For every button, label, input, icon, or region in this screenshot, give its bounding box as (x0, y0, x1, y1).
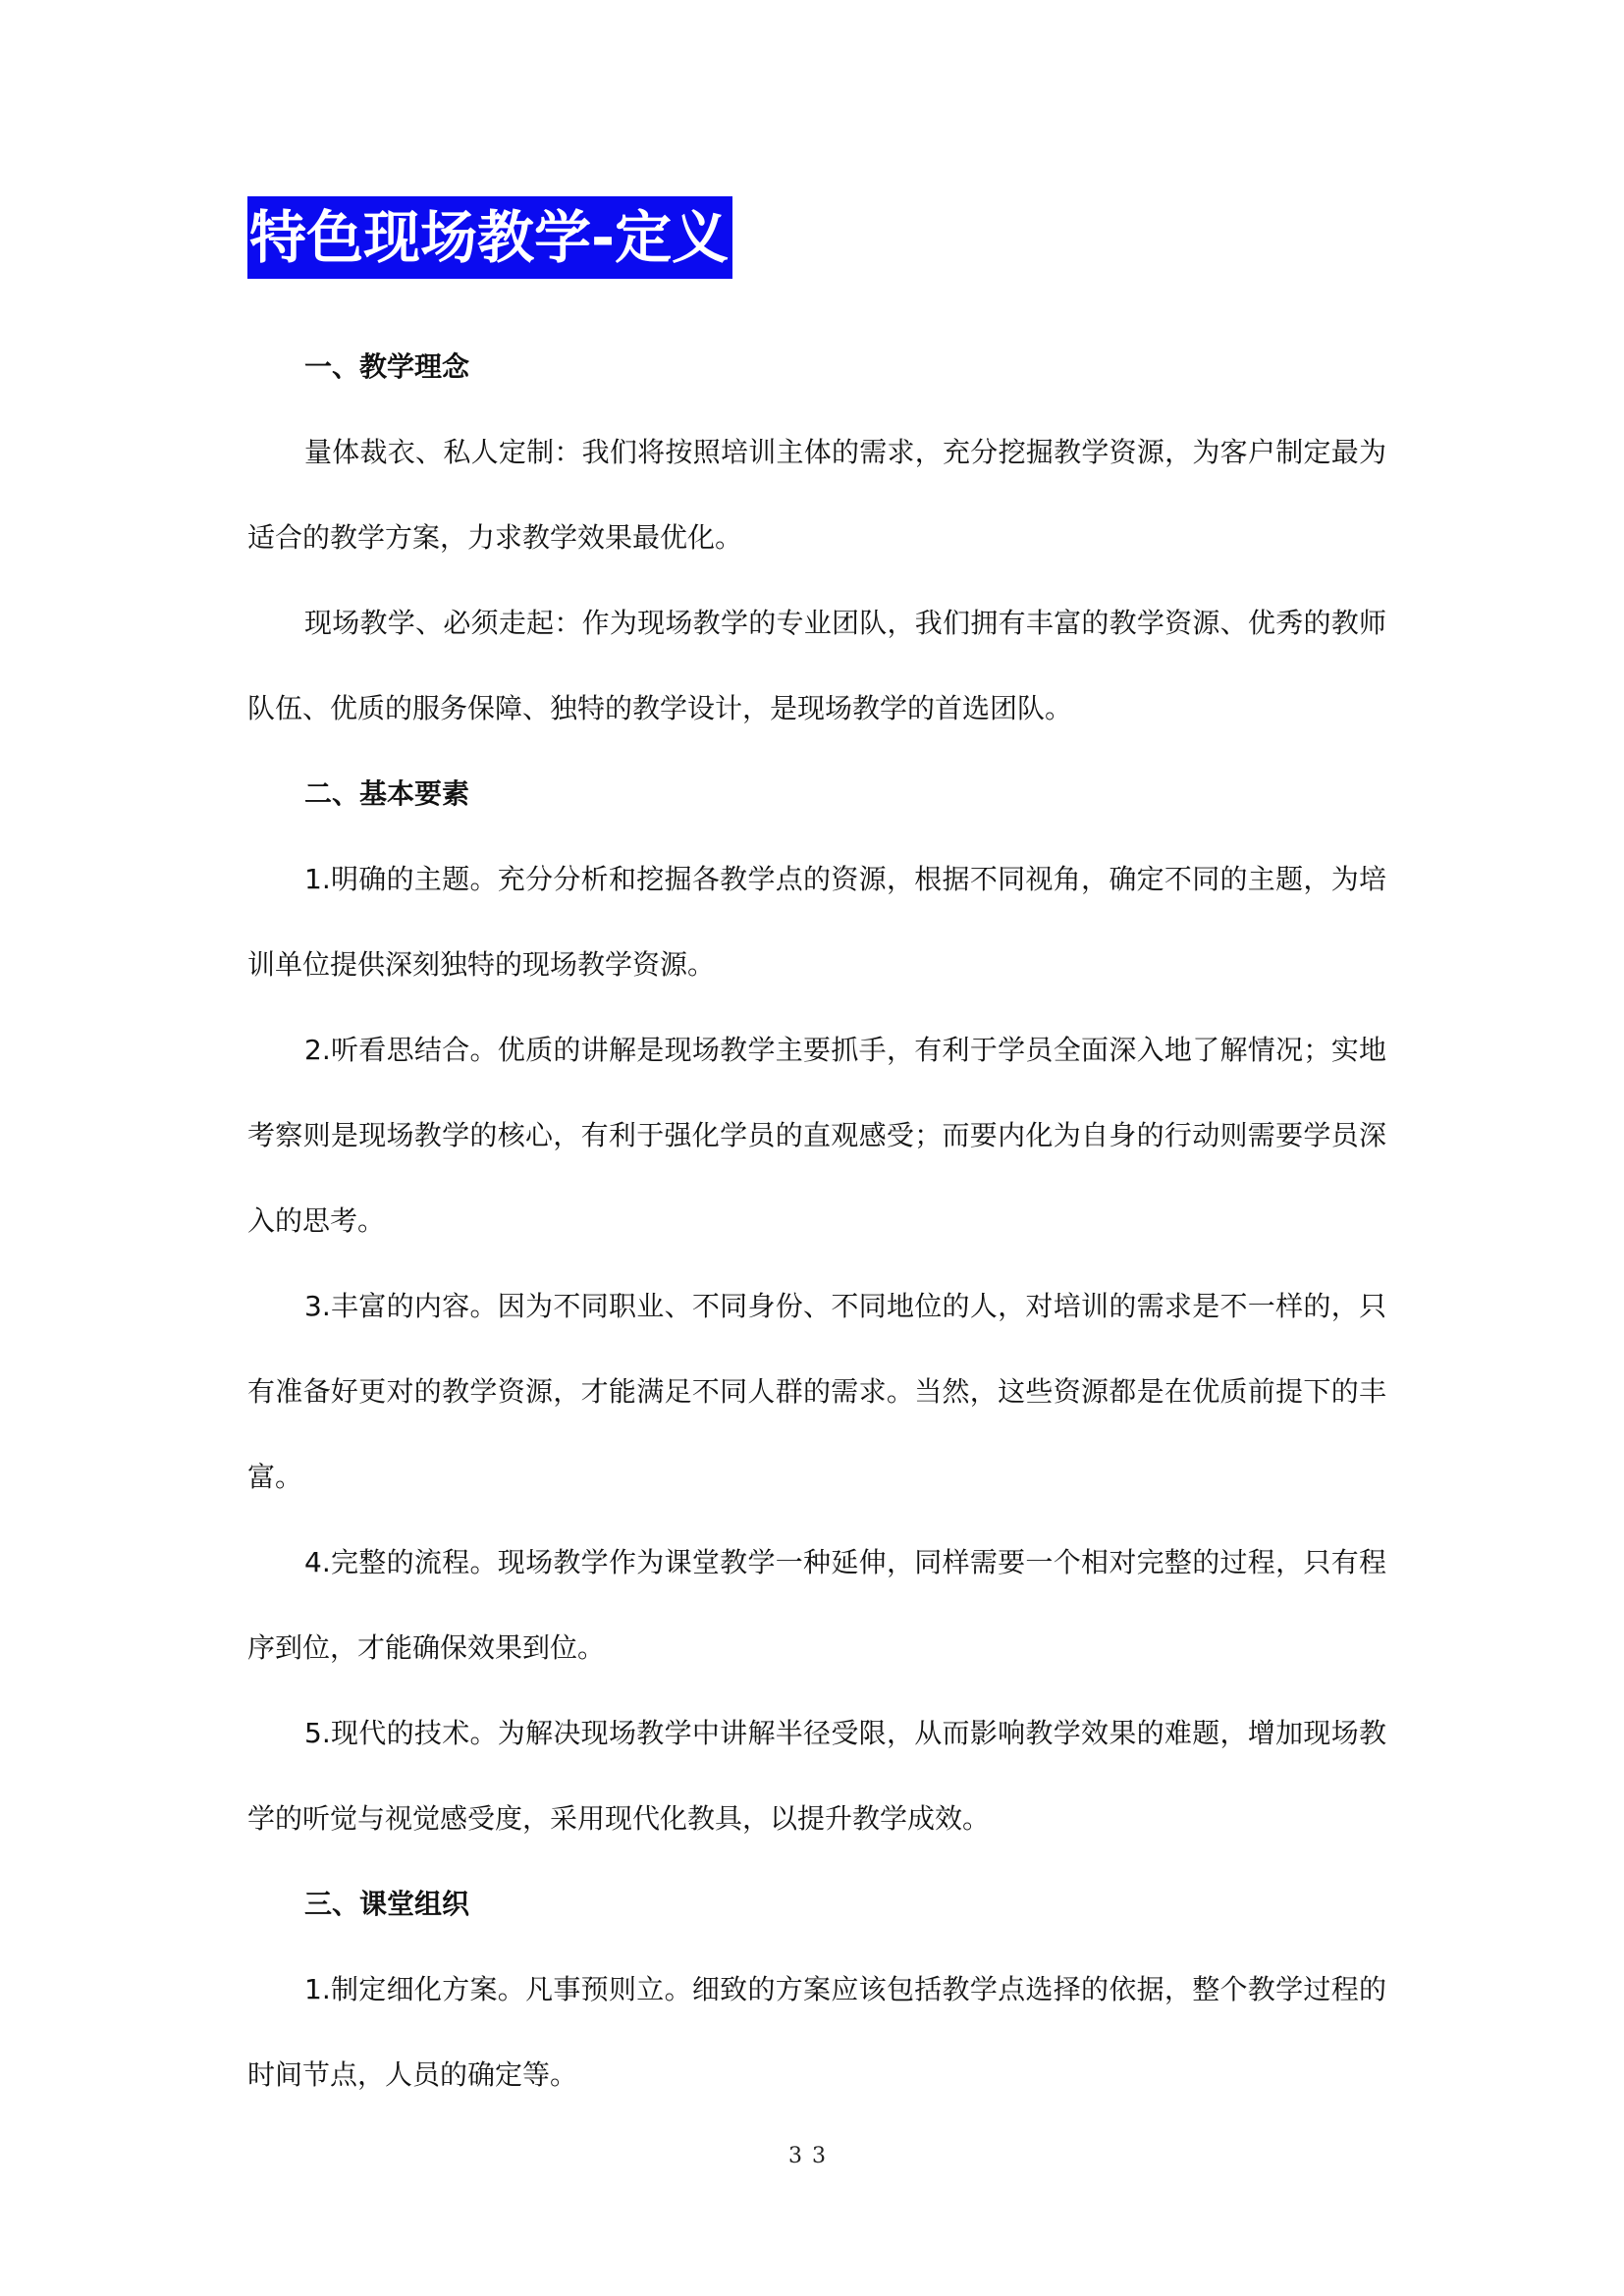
paragraph: 2.听看思结合。优质的讲解是现场教学主要抓手，有利于学员全面深入地了解情况；实地考察则是现场教学的核心，有利于强化学员的直观感受；而要内化为自身的行动则需要学员深入的思考。 (247, 1034, 1386, 1237)
paragraph: 5.现代的技术。为解决现场教学中讲解半径受限，从而影响教学效果的难题，增加现场教学的听觉与视觉感受度，采用现代化教具，以提升教学成效。 (247, 1717, 1386, 1835)
paragraph: 3.丰富的内容。因为不同职业、不同身份、不同地位的人，对培训的需求是不一样的，只有准备好更对的教学资源，才能满足不同人群的需求。当然，这些资源都是在优质前提下的丰富。 (247, 1290, 1386, 1493)
paragraph: 量体裁衣、私人定制：我们将按照培训主体的需求，充分挖掘教学资源，为客户制定最为适合的教学方案，力求教学效果最优化。 (247, 436, 1386, 554)
section-teaching-philosophy (247, 324, 1386, 751)
page-title: 特色现场教学-定义 (247, 196, 732, 279)
section-heading: 一、教学理念 (304, 350, 470, 383)
document-body (247, 324, 1386, 2117)
paragraph: 现场教学、必须走起：作为现场教学的专业团队，我们拥有丰富的教学资源、优秀的教师队伍、优质的服务保障、独特的教学设计，是现场教学的首选团队。 (247, 607, 1386, 724)
paragraph: 4.完整的流程。现场教学作为课堂教学一种延伸，同样需要一个相对完整的过程，只有程序到位，才能确保效果到位。 (247, 1546, 1386, 1664)
section-classroom-organization (247, 1861, 1386, 2117)
paragraph: 1.明确的主题。充分分析和挖掘各教学点的资源，根据不同视角，确定不同的主题，为培训单位提供深刻独特的现场教学资源。 (247, 863, 1386, 981)
page-number: 33 (788, 2144, 836, 2168)
section-basic-elements (247, 751, 1386, 1861)
paragraph: 1.制定细化方案。凡事预则立。细致的方案应该包括教学点选择的依据，整个教学过程的时间节点，人员的确定等。 (247, 1973, 1386, 2091)
section-heading: 三、课堂组织 (304, 1888, 470, 1920)
section-heading: 二、基本要素 (304, 777, 470, 810)
